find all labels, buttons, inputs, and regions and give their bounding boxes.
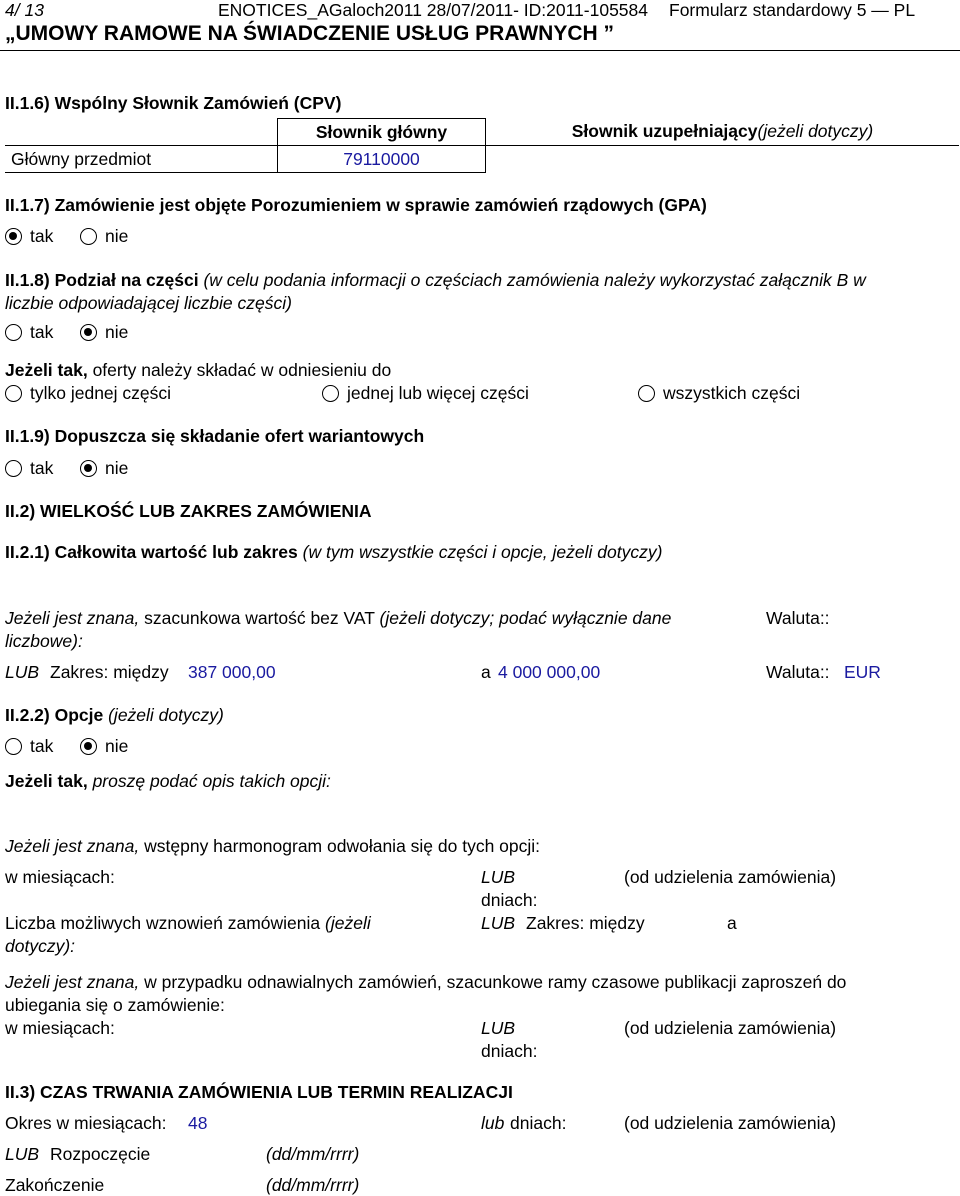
cpv-empty-cell	[5, 119, 278, 146]
end-label: Zakończenie	[5, 1175, 105, 1195]
lots-heading-line	[5, 270, 866, 291]
gpa-heading: II.1.7) Zamówienie jest objęte Porozumieniem w sprawie zamówień rządowych (GPA)	[5, 195, 707, 215]
radio-selected-icon[interactable]	[80, 460, 97, 477]
options-months-label: w miesiącach:	[5, 867, 115, 887]
total-quantity-line: II.2.1) Całkowita wartość lub zakres (w tym wszystkie części i opcje, jeżeli dotyczy)	[5, 542, 663, 562]
range-or: LUB	[5, 662, 40, 682]
lots-if-yes: Jeżeli tak, oferty należy składać w odniesieniu do	[5, 360, 392, 380]
duration-heading: II.3) CZAS TRWANIA ZAMÓWIENIA LUB TERMIN REALIZACJI	[5, 1082, 513, 1102]
renewals-range-label: Zakres: między	[526, 913, 645, 933]
renewals-or: LUB	[481, 913, 516, 933]
options-timetable: Jeżeli jest znana, wstępny harmonogram odwołania się do tych opcji:	[5, 836, 541, 856]
renewable-line-2: ubiegania się o zamówienie:	[5, 995, 225, 1015]
renewable-days: dniach:	[481, 1041, 538, 1061]
estimate-currency-label: Waluta::	[766, 608, 830, 628]
range-to: 4 000 000,00	[498, 662, 601, 682]
duration-from-award: (od udzielenia zamówienia)	[624, 1113, 837, 1133]
cpv-main-object: Główny przedmiot	[5, 146, 278, 173]
duration-months: 48	[188, 1113, 208, 1133]
range-currency: EUR	[844, 662, 881, 682]
renewable-months-label: w miesiącach:	[5, 1018, 115, 1038]
options-yes-option[interactable]: tak	[5, 736, 53, 757]
options-heading: II.2.2) Opcje (jeżeli dotyczy)	[5, 705, 224, 725]
range-from: 387 000,00	[188, 662, 276, 682]
gpa-yes-option[interactable]: tak	[5, 226, 53, 247]
cpv-main-vocab-header: Słownik główny	[278, 119, 486, 146]
duration-or: lub	[481, 1113, 505, 1133]
radio-empty-icon[interactable]	[80, 228, 97, 245]
supp-vocab-note: (jeżeli dotyczy)	[757, 121, 874, 142]
renewable-from-award: (od udzielenia zamówienia)	[624, 1018, 837, 1038]
radio-empty-icon[interactable]	[5, 385, 22, 402]
lots-heading: II.1.8) Podział na części	[5, 270, 199, 290]
renewable-line-1: Jeżeli jest znana, w przypadku odnawialnych zamówień, szacunkowe ramy czasowe publikacji zaproszeń do	[5, 972, 847, 992]
radio-empty-icon[interactable]	[638, 385, 655, 402]
lots-option-one[interactable]: tylko jednej części	[5, 383, 171, 404]
cpv-code: 79110000	[278, 146, 486, 173]
variants-heading: II.1.9) Dopuszcza się składanie ofert wariantowych	[5, 426, 425, 446]
radio-selected-icon[interactable]	[5, 228, 22, 245]
lots-note-1: (w celu podania informacji o częściach zamówienia należy wykorzystać załącznik B w	[203, 270, 866, 290]
radio-empty-icon[interactable]	[5, 738, 22, 755]
cpv-supp-code	[486, 146, 960, 173]
options-from-award: (od udzielenia zamówienia)	[624, 867, 837, 887]
cpv-supp-vocab-header	[486, 119, 960, 146]
lots-note-2: liczbie odpowiadającej liczbie części)	[5, 293, 292, 313]
estimate-line-1: Jeżeli jest znana, szacunkowa wartość bez VAT (jeżeli dotyczy; podać wyłącznie dane	[5, 608, 672, 628]
form-name: Formularz standardowy 5 — PL	[669, 0, 916, 20]
start-label: Rozpoczęcie	[50, 1144, 151, 1164]
options-or: LUB	[481, 867, 516, 887]
lots-option-one-or-more[interactable]: jednej lub więcej części	[322, 383, 529, 404]
page-number: 4/ 13	[5, 0, 44, 20]
renewals-line-2: dotyczy):	[5, 936, 76, 956]
duration-months-label: Okres w miesiącach:	[5, 1113, 167, 1133]
quantity-heading: II.2) WIELKOŚĆ LUB ZAKRES ZAMÓWIENIA	[5, 501, 372, 521]
options-no-option[interactable]: nie	[80, 736, 128, 757]
start-date-format: (dd/mm/rrrr)	[266, 1144, 360, 1164]
end-date-format: (dd/mm/rrrr)	[266, 1175, 360, 1195]
options-days: dniach:	[481, 890, 538, 910]
range-and: a	[481, 662, 491, 682]
range-currency-label: Waluta::	[766, 662, 830, 682]
header-divider	[0, 50, 960, 51]
estimate-line-2: liczbowe):	[5, 631, 83, 651]
renewals-line-1: Liczba możliwych wznowień zamówienia (jeżeli	[5, 913, 371, 933]
lots-option-all[interactable]: wszystkich części	[638, 383, 800, 404]
options-if-yes: Jeżeli tak, proszę podać opis takich opcji:	[5, 771, 331, 791]
radio-empty-icon[interactable]	[5, 460, 22, 477]
variants-no-option[interactable]: nie	[80, 458, 128, 479]
start-or: LUB	[5, 1144, 40, 1164]
variants-yes-option[interactable]: tak	[5, 458, 53, 479]
lots-no-option[interactable]: nie	[80, 322, 128, 343]
radio-selected-icon[interactable]	[80, 738, 97, 755]
range-label: Zakres: między	[50, 662, 169, 682]
document-title: „UMOWY RAMOWE NA ŚWIADCZENIE USŁUG PRAWNYCH ”	[5, 22, 614, 45]
radio-selected-icon[interactable]	[80, 324, 97, 341]
cpv-table	[5, 118, 959, 173]
radio-empty-icon[interactable]	[322, 385, 339, 402]
lots-yes-option[interactable]: tak	[5, 322, 53, 343]
supp-vocab-label: Słownik uzupełniający	[571, 121, 758, 142]
notice-id: ENOTICES_AGaloch2011 28/07/2011- ID:2011-105584	[218, 0, 648, 20]
cpv-heading: II.1.6) Wspólny Słownik Zamówień (CPV)	[5, 93, 342, 113]
duration-days: dniach:	[510, 1113, 567, 1133]
renewals-and: a	[727, 913, 737, 933]
renewable-or: LUB	[481, 1018, 516, 1038]
radio-empty-icon[interactable]	[5, 324, 22, 341]
gpa-no-option[interactable]: nie	[80, 226, 128, 247]
